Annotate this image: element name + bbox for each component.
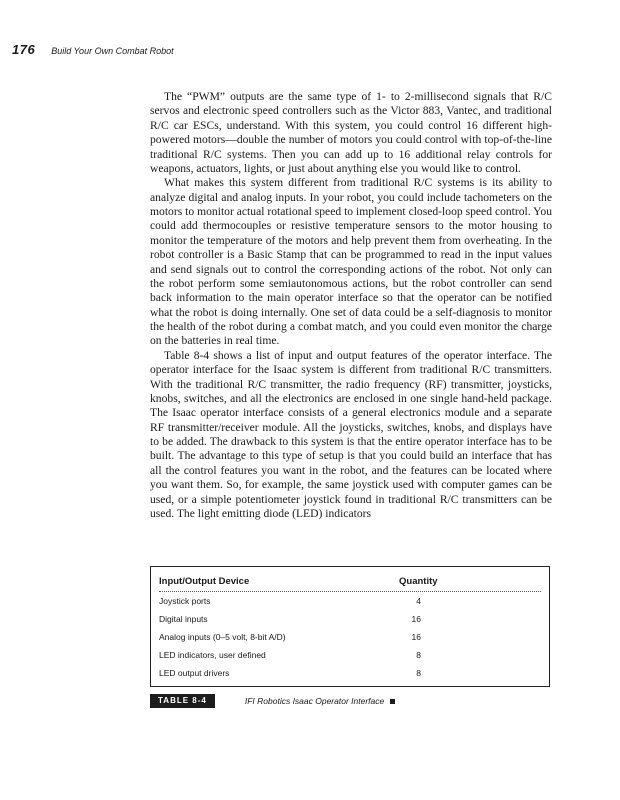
table-row	[159, 668, 541, 680]
book-title: Build Your Own Combat Robot	[51, 46, 174, 56]
page-number: 176	[12, 42, 36, 57]
table-header-row	[159, 576, 541, 590]
cell-device: LED indicators, user defined	[159, 650, 266, 660]
running-head	[12, 42, 174, 58]
cell-quantity: 16	[411, 614, 421, 624]
table-row	[159, 632, 541, 644]
header-quantity: Quantity	[399, 576, 438, 587]
square-bullet-icon	[390, 699, 395, 704]
body-text	[150, 90, 552, 521]
caption-text: IFI Robotics Isaac Operator Interface	[244, 696, 385, 706]
cell-quantity: 8	[416, 668, 421, 678]
paragraph: The “PWM” outputs are the same type of 1- to 2-millisecond signals that R/C servos and electronic speed controllers such as the Victor 883, Vantec, and traditional R/C car ESCs, understand. With this system, you could control 16 different high-powered motors—double the number of motors you could control with top-of-the-line traditional R/C systems. Then you can add up to 16 additional relay controls for weapons, actuators, lights, or just about anything else you would like to control.	[150, 90, 552, 175]
header-device: Input/Output Device	[159, 576, 250, 587]
cell-device: Digital inputs	[159, 614, 208, 624]
cell-device: Analog inputs (0–5 volt, 8-bit A/D)	[159, 632, 286, 642]
cell-device: LED output drivers	[159, 668, 230, 678]
cell-quantity: 8	[416, 650, 421, 660]
cell-quantity: 4	[416, 596, 421, 606]
paragraph: What makes this system different from traditional R/C systems is its ability to analyze digital and analog inputs. In your robot, you could include tachometers on the motors to monitor actual rotational speed to implement closed-loop speed control. You could add thermocouples or resistive temperature sensors to the motor housing to monitor the temperature of the motors and help prevent them from overheating. In the robot controller is a Basic Stamp that can be programmed to read in the input values and send signals out to control the corresponding actions of the robot. Not only can the robot perform some semiautonomous actions, but the robot controller can send back information to the main operator interface so that the operator can be notified what the robot is doing internally. One set of data could be a self-diagnosis to monitor the health of the robot during a combat match, and you could even monitor the charge on the batteries in real time.	[150, 176, 552, 348]
table-row	[159, 650, 541, 662]
cell-device: Joystick ports	[159, 596, 211, 606]
table-label: TABLE 8-4	[150, 694, 215, 708]
cell-quantity: 16	[411, 632, 421, 642]
io-table	[150, 566, 550, 687]
table-row	[159, 614, 541, 626]
table-caption	[150, 694, 395, 708]
table-row	[159, 596, 541, 608]
paragraph: Table 8-4 shows a list of input and output features of the operator interface. The operator interface for the Isaac system is different from traditional R/C transmitters. With the traditional R/C transmitter, the radio frequency (RF) transmitter, joysticks, knobs, switches, and all the electronics are enclosed in one single hand-held package. The Isaac operator interface consists of a general electronics module and a separate RF transmitter/receiver module. All the joysticks, switches, knobs, and displays have to be added. The drawback to this system is that the entire operator interface has to be built. The advantage to this type of setup is that you could build an interface that has all the control features you want in the robot, and the features can be located where you want them. So, for example, the same joystick used with computer games can be used, or a simple potentiometer joystick found in traditional R/C transmitters can be used. The light emitting diode (LED) indicators	[150, 348, 552, 520]
table-divider	[159, 591, 541, 592]
